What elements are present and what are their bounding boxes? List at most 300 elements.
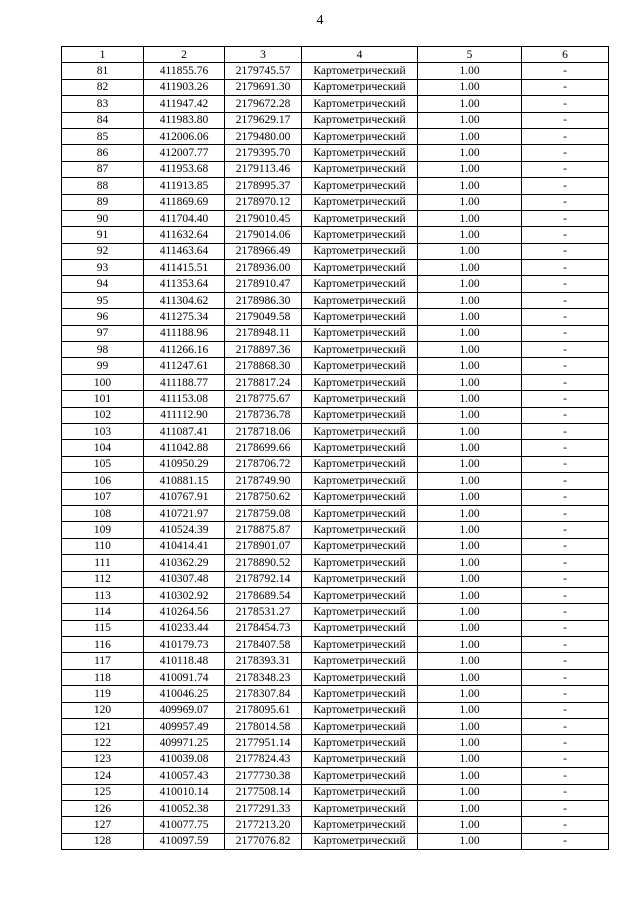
- y-coordinate-cell: 2178759.08: [225, 505, 302, 521]
- y-coordinate-cell: 2178095.61: [225, 702, 302, 718]
- y-coordinate-cell: 2178531.27: [225, 604, 302, 620]
- table-row: [62, 112, 609, 128]
- column-header: 2: [144, 47, 225, 63]
- y-coordinate-cell: 2178901.07: [225, 538, 302, 554]
- note-cell: -: [522, 489, 609, 505]
- table-row: [62, 653, 609, 669]
- table-row: [62, 555, 609, 571]
- x-coordinate-cell: 411153.08: [144, 391, 225, 407]
- point-number-cell: 100: [62, 374, 144, 390]
- method-cell: Картометрический: [302, 571, 418, 587]
- point-number-cell: 94: [62, 276, 144, 292]
- table-row: [62, 817, 609, 833]
- note-cell: -: [522, 833, 609, 849]
- column-header: 6: [522, 47, 609, 63]
- note-cell: -: [522, 637, 609, 653]
- x-coordinate-cell: 410179.73: [144, 637, 225, 653]
- table-row: [62, 325, 609, 341]
- table-row: [62, 768, 609, 784]
- point-number-cell: 84: [62, 112, 144, 128]
- table-row: [62, 292, 609, 308]
- accuracy-cell: 1.00: [418, 161, 522, 177]
- accuracy-cell: 1.00: [418, 719, 522, 735]
- accuracy-cell: 1.00: [418, 96, 522, 112]
- note-cell: -: [522, 473, 609, 489]
- point-number-cell: 86: [62, 145, 144, 161]
- table-row: [62, 800, 609, 816]
- accuracy-cell: 1.00: [418, 358, 522, 374]
- accuracy-cell: 1.00: [418, 620, 522, 636]
- table-row: [62, 489, 609, 505]
- method-cell: Картометрический: [302, 473, 418, 489]
- point-number-cell: 104: [62, 440, 144, 456]
- accuracy-cell: 1.00: [418, 112, 522, 128]
- accuracy-cell: 1.00: [418, 505, 522, 521]
- note-cell: -: [522, 309, 609, 325]
- column-header: 3: [225, 47, 302, 63]
- note-cell: -: [522, 620, 609, 636]
- note-cell: -: [522, 391, 609, 407]
- method-cell: Картометрический: [302, 702, 418, 718]
- table-row: [62, 358, 609, 374]
- note-cell: -: [522, 227, 609, 243]
- method-cell: Картометрический: [302, 260, 418, 276]
- method-cell: Картометрический: [302, 587, 418, 603]
- accuracy-cell: 1.00: [418, 637, 522, 653]
- x-coordinate-cell: 410233.44: [144, 620, 225, 636]
- accuracy-cell: 1.00: [418, 571, 522, 587]
- method-cell: Картометрический: [302, 194, 418, 210]
- note-cell: -: [522, 96, 609, 112]
- note-cell: -: [522, 555, 609, 571]
- point-number-cell: 98: [62, 342, 144, 358]
- y-coordinate-cell: 2178875.87: [225, 522, 302, 538]
- point-number-cell: 115: [62, 620, 144, 636]
- point-number-cell: 87: [62, 161, 144, 177]
- y-coordinate-cell: 2178775.67: [225, 391, 302, 407]
- note-cell: -: [522, 194, 609, 210]
- table-row: [62, 686, 609, 702]
- table-row: [62, 505, 609, 521]
- x-coordinate-cell: 411463.64: [144, 243, 225, 259]
- point-number-cell: 81: [62, 63, 144, 79]
- x-coordinate-cell: 409957.49: [144, 719, 225, 735]
- note-cell: -: [522, 456, 609, 472]
- table-row: [62, 227, 609, 243]
- point-number-cell: 83: [62, 96, 144, 112]
- accuracy-cell: 1.00: [418, 210, 522, 226]
- accuracy-cell: 1.00: [418, 342, 522, 358]
- x-coordinate-cell: 410118.48: [144, 653, 225, 669]
- method-cell: Картометрический: [302, 620, 418, 636]
- point-number-cell: 123: [62, 751, 144, 767]
- table-row: [62, 96, 609, 112]
- table-body: [62, 63, 609, 850]
- x-coordinate-cell: 411913.85: [144, 178, 225, 194]
- method-cell: Картометрический: [302, 79, 418, 95]
- table-row: [62, 669, 609, 685]
- point-number-cell: 128: [62, 833, 144, 849]
- method-cell: Картометрический: [302, 522, 418, 538]
- x-coordinate-cell: 411415.51: [144, 260, 225, 276]
- x-coordinate-cell: 410057.43: [144, 768, 225, 784]
- method-cell: Картометрический: [302, 653, 418, 669]
- method-cell: Картометрический: [302, 276, 418, 292]
- method-cell: Картометрический: [302, 292, 418, 308]
- method-cell: Картометрический: [302, 145, 418, 161]
- x-coordinate-cell: 411042.88: [144, 440, 225, 456]
- method-cell: Картометрический: [302, 391, 418, 407]
- x-coordinate-cell: 410414.41: [144, 538, 225, 554]
- point-number-cell: 103: [62, 423, 144, 439]
- y-coordinate-cell: 2178699.66: [225, 440, 302, 456]
- note-cell: -: [522, 112, 609, 128]
- method-cell: Картометрический: [302, 210, 418, 226]
- accuracy-cell: 1.00: [418, 145, 522, 161]
- method-cell: Картометрический: [302, 128, 418, 144]
- x-coordinate-cell: 411087.41: [144, 423, 225, 439]
- point-number-cell: 111: [62, 555, 144, 571]
- x-coordinate-cell: 411275.34: [144, 309, 225, 325]
- x-coordinate-cell: 410950.29: [144, 456, 225, 472]
- table-row: [62, 620, 609, 636]
- point-number-cell: 82: [62, 79, 144, 95]
- note-cell: -: [522, 358, 609, 374]
- accuracy-cell: 1.00: [418, 440, 522, 456]
- table-row: [62, 751, 609, 767]
- x-coordinate-cell: 411353.64: [144, 276, 225, 292]
- y-coordinate-cell: 2179745.57: [225, 63, 302, 79]
- note-cell: -: [522, 161, 609, 177]
- accuracy-cell: 1.00: [418, 768, 522, 784]
- y-coordinate-cell: 2178750.62: [225, 489, 302, 505]
- note-cell: -: [522, 79, 609, 95]
- x-coordinate-cell: 410010.14: [144, 784, 225, 800]
- point-number-cell: 116: [62, 637, 144, 653]
- method-cell: Картометрический: [302, 309, 418, 325]
- x-coordinate-cell: 411112.90: [144, 407, 225, 423]
- y-coordinate-cell: 2179113.46: [225, 161, 302, 177]
- table-row: [62, 587, 609, 603]
- accuracy-cell: 1.00: [418, 194, 522, 210]
- x-coordinate-cell: 410721.97: [144, 505, 225, 521]
- note-cell: -: [522, 669, 609, 685]
- note-cell: -: [522, 260, 609, 276]
- note-cell: -: [522, 374, 609, 390]
- note-cell: -: [522, 325, 609, 341]
- note-cell: -: [522, 292, 609, 308]
- accuracy-cell: 1.00: [418, 423, 522, 439]
- accuracy-cell: 1.00: [418, 391, 522, 407]
- method-cell: Картометрический: [302, 374, 418, 390]
- table-row: [62, 604, 609, 620]
- accuracy-cell: 1.00: [418, 63, 522, 79]
- accuracy-cell: 1.00: [418, 555, 522, 571]
- note-cell: -: [522, 587, 609, 603]
- point-number-cell: 106: [62, 473, 144, 489]
- note-cell: -: [522, 178, 609, 194]
- accuracy-cell: 1.00: [418, 751, 522, 767]
- point-number-cell: 112: [62, 571, 144, 587]
- x-coordinate-cell: 411266.16: [144, 342, 225, 358]
- method-cell: Картометрический: [302, 505, 418, 521]
- point-number-cell: 117: [62, 653, 144, 669]
- column-header: 5: [418, 47, 522, 63]
- accuracy-cell: 1.00: [418, 686, 522, 702]
- accuracy-cell: 1.00: [418, 604, 522, 620]
- point-number-cell: 113: [62, 587, 144, 603]
- x-coordinate-cell: 410307.48: [144, 571, 225, 587]
- method-cell: Картометрический: [302, 538, 418, 554]
- y-coordinate-cell: 2178986.30: [225, 292, 302, 308]
- method-cell: Картометрический: [302, 161, 418, 177]
- accuracy-cell: 1.00: [418, 407, 522, 423]
- accuracy-cell: 1.00: [418, 800, 522, 816]
- accuracy-cell: 1.00: [418, 587, 522, 603]
- table-row: [62, 538, 609, 554]
- y-coordinate-cell: 2178749.90: [225, 473, 302, 489]
- table-row: [62, 784, 609, 800]
- table-row: [62, 374, 609, 390]
- point-number-cell: 126: [62, 800, 144, 816]
- x-coordinate-cell: 411869.69: [144, 194, 225, 210]
- method-cell: Картометрический: [302, 243, 418, 259]
- x-coordinate-cell: 410052.38: [144, 800, 225, 816]
- note-cell: -: [522, 800, 609, 816]
- y-coordinate-cell: 2178393.31: [225, 653, 302, 669]
- note-cell: -: [522, 702, 609, 718]
- note-cell: -: [522, 440, 609, 456]
- table-row: [62, 161, 609, 177]
- note-cell: -: [522, 784, 609, 800]
- accuracy-cell: 1.00: [418, 243, 522, 259]
- y-coordinate-cell: 2178736.78: [225, 407, 302, 423]
- method-cell: Картометрический: [302, 768, 418, 784]
- note-cell: -: [522, 538, 609, 554]
- table-row: [62, 79, 609, 95]
- point-number-cell: 108: [62, 505, 144, 521]
- point-number-cell: 122: [62, 735, 144, 751]
- accuracy-cell: 1.00: [418, 178, 522, 194]
- coordinates-table: [61, 46, 609, 850]
- table-header: [62, 47, 609, 63]
- point-number-cell: 88: [62, 178, 144, 194]
- y-coordinate-cell: 2178970.12: [225, 194, 302, 210]
- method-cell: Картометрический: [302, 669, 418, 685]
- y-coordinate-cell: 2179672.28: [225, 96, 302, 112]
- method-cell: Картометрический: [302, 342, 418, 358]
- x-coordinate-cell: 410039.08: [144, 751, 225, 767]
- point-number-cell: 95: [62, 292, 144, 308]
- table-row: [62, 407, 609, 423]
- point-number-cell: 118: [62, 669, 144, 685]
- accuracy-cell: 1.00: [418, 374, 522, 390]
- note-cell: -: [522, 571, 609, 587]
- accuracy-cell: 1.00: [418, 735, 522, 751]
- accuracy-cell: 1.00: [418, 522, 522, 538]
- method-cell: Картометрический: [302, 800, 418, 816]
- y-coordinate-cell: 2178689.54: [225, 587, 302, 603]
- note-cell: -: [522, 653, 609, 669]
- accuracy-cell: 1.00: [418, 489, 522, 505]
- accuracy-cell: 1.00: [418, 309, 522, 325]
- point-number-cell: 121: [62, 719, 144, 735]
- accuracy-cell: 1.00: [418, 325, 522, 341]
- table-row: [62, 178, 609, 194]
- point-number-cell: 105: [62, 456, 144, 472]
- y-coordinate-cell: 2178718.06: [225, 423, 302, 439]
- note-cell: -: [522, 505, 609, 521]
- table-row: [62, 571, 609, 587]
- x-coordinate-cell: 410264.56: [144, 604, 225, 620]
- x-coordinate-cell: 411304.62: [144, 292, 225, 308]
- method-cell: Картометрический: [302, 489, 418, 505]
- accuracy-cell: 1.00: [418, 227, 522, 243]
- y-coordinate-cell: 2178890.52: [225, 555, 302, 571]
- method-cell: Картометрический: [302, 719, 418, 735]
- x-coordinate-cell: 411855.76: [144, 63, 225, 79]
- y-coordinate-cell: 2178407.58: [225, 637, 302, 653]
- method-cell: Картометрический: [302, 325, 418, 341]
- accuracy-cell: 1.00: [418, 653, 522, 669]
- y-coordinate-cell: 2178014.58: [225, 719, 302, 735]
- y-coordinate-cell: 2177508.14: [225, 784, 302, 800]
- table-row: [62, 719, 609, 735]
- y-coordinate-cell: 2178868.30: [225, 358, 302, 374]
- table-row: [62, 309, 609, 325]
- table-row: [62, 145, 609, 161]
- table-row: [62, 63, 609, 79]
- table-row: [62, 243, 609, 259]
- table-row: [62, 456, 609, 472]
- note-cell: -: [522, 276, 609, 292]
- accuracy-cell: 1.00: [418, 538, 522, 554]
- method-cell: Картометрический: [302, 112, 418, 128]
- y-coordinate-cell: 2179629.17: [225, 112, 302, 128]
- accuracy-cell: 1.00: [418, 456, 522, 472]
- accuracy-cell: 1.00: [418, 79, 522, 95]
- x-coordinate-cell: 411632.64: [144, 227, 225, 243]
- method-cell: Картометрический: [302, 227, 418, 243]
- note-cell: -: [522, 604, 609, 620]
- accuracy-cell: 1.00: [418, 260, 522, 276]
- accuracy-cell: 1.00: [418, 128, 522, 144]
- x-coordinate-cell: 411953.68: [144, 161, 225, 177]
- x-coordinate-cell: 411704.40: [144, 210, 225, 226]
- point-number-cell: 99: [62, 358, 144, 374]
- y-coordinate-cell: 2179049.58: [225, 309, 302, 325]
- x-coordinate-cell: 410077.75: [144, 817, 225, 833]
- x-coordinate-cell: 410767.91: [144, 489, 225, 505]
- accuracy-cell: 1.00: [418, 784, 522, 800]
- y-coordinate-cell: 2178706.72: [225, 456, 302, 472]
- point-number-cell: 124: [62, 768, 144, 784]
- point-number-cell: 101: [62, 391, 144, 407]
- accuracy-cell: 1.00: [418, 292, 522, 308]
- note-cell: -: [522, 423, 609, 439]
- note-cell: -: [522, 63, 609, 79]
- point-number-cell: 110: [62, 538, 144, 554]
- x-coordinate-cell: 410046.25: [144, 686, 225, 702]
- note-cell: -: [522, 686, 609, 702]
- method-cell: Картометрический: [302, 555, 418, 571]
- method-cell: Картометрический: [302, 817, 418, 833]
- y-coordinate-cell: 2177951.14: [225, 735, 302, 751]
- method-cell: Картометрический: [302, 751, 418, 767]
- table-row: [62, 276, 609, 292]
- table-row: [62, 423, 609, 439]
- point-number-cell: 85: [62, 128, 144, 144]
- method-cell: Картометрический: [302, 833, 418, 849]
- method-cell: Картометрический: [302, 784, 418, 800]
- y-coordinate-cell: 2178348.23: [225, 669, 302, 685]
- point-number-cell: 120: [62, 702, 144, 718]
- x-coordinate-cell: 410524.39: [144, 522, 225, 538]
- column-header: 4: [302, 47, 418, 63]
- page-number: 4: [316, 13, 324, 28]
- accuracy-cell: 1.00: [418, 833, 522, 849]
- table-row: [62, 440, 609, 456]
- note-cell: -: [522, 817, 609, 833]
- x-coordinate-cell: 411188.77: [144, 374, 225, 390]
- y-coordinate-cell: 2178817.24: [225, 374, 302, 390]
- y-coordinate-cell: 2178936.00: [225, 260, 302, 276]
- table-row: [62, 522, 609, 538]
- table-row: [62, 194, 609, 210]
- point-number-cell: 119: [62, 686, 144, 702]
- y-coordinate-cell: 2178966.49: [225, 243, 302, 259]
- x-coordinate-cell: 410097.59: [144, 833, 225, 849]
- accuracy-cell: 1.00: [418, 702, 522, 718]
- method-cell: Картометрический: [302, 407, 418, 423]
- y-coordinate-cell: 2177291.33: [225, 800, 302, 816]
- method-cell: Картометрический: [302, 686, 418, 702]
- point-number-cell: 107: [62, 489, 144, 505]
- note-cell: -: [522, 522, 609, 538]
- note-cell: -: [522, 407, 609, 423]
- x-coordinate-cell: 411983.80: [144, 112, 225, 128]
- y-coordinate-cell: 2179395.70: [225, 145, 302, 161]
- note-cell: -: [522, 719, 609, 735]
- y-coordinate-cell: 2179480.00: [225, 128, 302, 144]
- y-coordinate-cell: 2179691.30: [225, 79, 302, 95]
- accuracy-cell: 1.00: [418, 276, 522, 292]
- table-row: [62, 342, 609, 358]
- x-coordinate-cell: 412007.77: [144, 145, 225, 161]
- table-row: [62, 833, 609, 849]
- x-coordinate-cell: 411247.61: [144, 358, 225, 374]
- accuracy-cell: 1.00: [418, 669, 522, 685]
- table-row: [62, 391, 609, 407]
- point-number-cell: 96: [62, 309, 144, 325]
- x-coordinate-cell: 411903.26: [144, 79, 225, 95]
- note-cell: -: [522, 210, 609, 226]
- accuracy-cell: 1.00: [418, 473, 522, 489]
- method-cell: Картометрический: [302, 637, 418, 653]
- point-number-cell: 89: [62, 194, 144, 210]
- x-coordinate-cell: 411188.96: [144, 325, 225, 341]
- x-coordinate-cell: 412006.06: [144, 128, 225, 144]
- table-row: [62, 473, 609, 489]
- note-cell: -: [522, 145, 609, 161]
- y-coordinate-cell: 2177076.82: [225, 833, 302, 849]
- method-cell: Картометрический: [302, 456, 418, 472]
- table-row: [62, 260, 609, 276]
- method-cell: Картометрический: [302, 358, 418, 374]
- method-cell: Картометрический: [302, 63, 418, 79]
- x-coordinate-cell: 409971.25: [144, 735, 225, 751]
- x-coordinate-cell: 410302.92: [144, 587, 225, 603]
